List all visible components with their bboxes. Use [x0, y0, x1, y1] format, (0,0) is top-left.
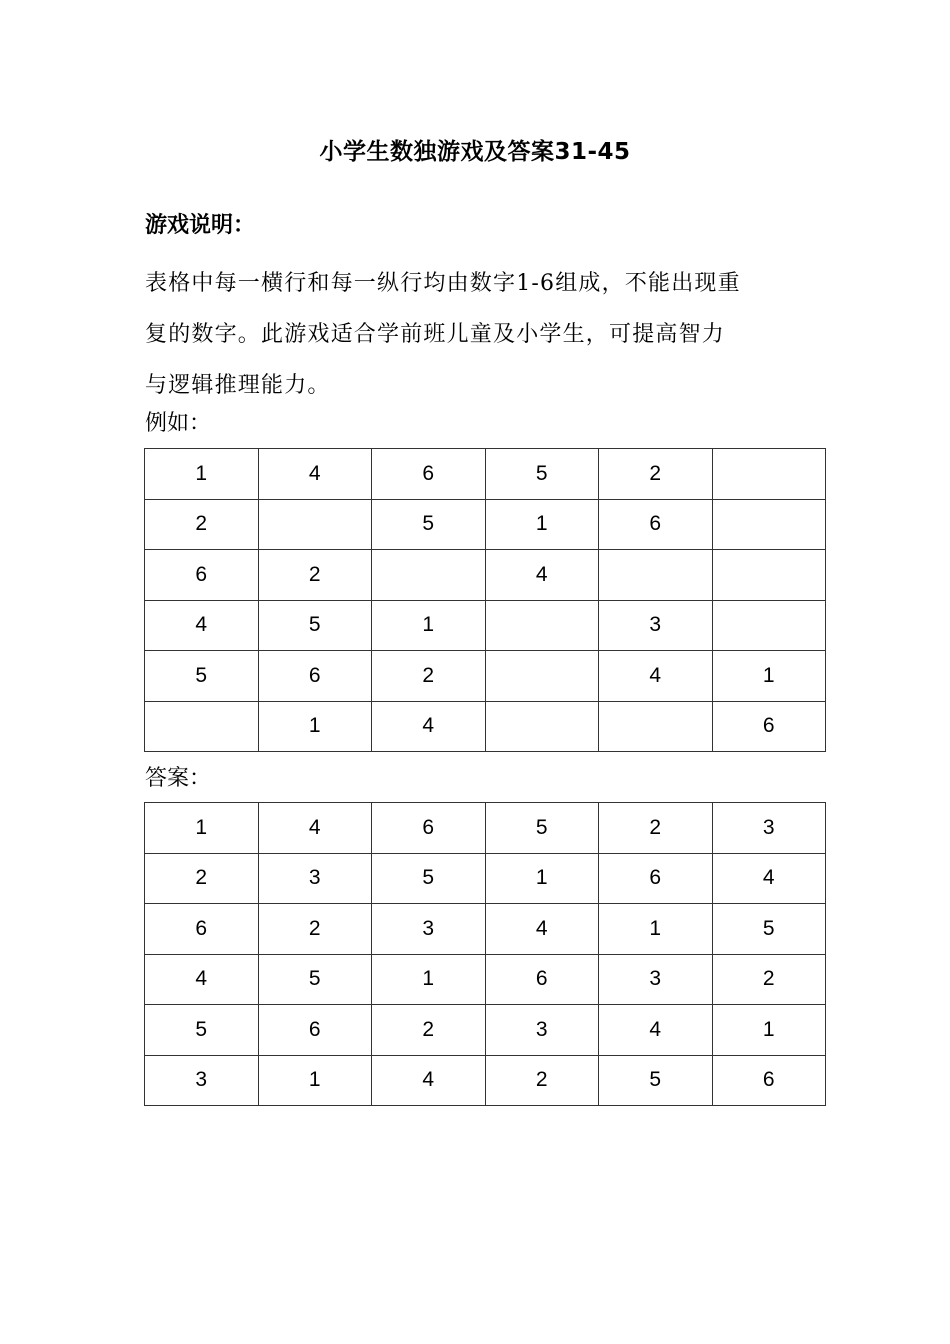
grid-cell: 6 [485, 954, 599, 1005]
grid-cell: 6 [599, 853, 713, 904]
grid-cell: 5 [599, 1055, 713, 1106]
grid-cell: 4 [372, 701, 486, 752]
grid-cell: 4 [712, 853, 826, 904]
grid-cell: 6 [712, 1055, 826, 1106]
grid-cell: 5 [485, 803, 599, 854]
grid-cell: 6 [258, 651, 372, 702]
grid-cell: 4 [372, 1055, 486, 1106]
grid-cell: 3 [599, 600, 713, 651]
grid-cell: 5 [485, 449, 599, 500]
grid-cell [258, 499, 372, 550]
grid-cell: 2 [258, 904, 372, 955]
grid-cell: 3 [258, 853, 372, 904]
grid-cell: 6 [599, 499, 713, 550]
grid-cell: 5 [145, 1005, 259, 1056]
grid-cell: 1 [258, 1055, 372, 1106]
grid-cell: 4 [258, 449, 372, 500]
grid-cell: 6 [258, 1005, 372, 1056]
grid-cell: 3 [145, 1055, 259, 1106]
grid-cell: 5 [145, 651, 259, 702]
grid-cell [485, 600, 599, 651]
grid-cell: 1 [599, 904, 713, 955]
grid-cell: 3 [599, 954, 713, 1005]
grid-cell: 3 [712, 803, 826, 854]
grid-cell [145, 701, 259, 752]
example-sudoku-grid [144, 448, 826, 752]
grid-cell: 1 [258, 701, 372, 752]
grid-cell [712, 550, 826, 601]
grid-cell: 3 [485, 1005, 599, 1056]
grid-cell: 1 [485, 499, 599, 550]
grid-cell: 1 [145, 803, 259, 854]
page-title: 小学生数独游戏及答案31-45 [319, 139, 631, 165]
instructions-line: 表格中每一横行和每一纵行均由数字1-6组成，不能出现重 [145, 271, 741, 296]
grid-cell: 5 [258, 600, 372, 651]
grid-row [145, 1055, 826, 1106]
grid-cell: 5 [372, 853, 486, 904]
grid-row [145, 499, 826, 550]
grid-cell: 4 [145, 600, 259, 651]
grid-cell: 2 [145, 853, 259, 904]
grid-cell [599, 701, 713, 752]
grid-cell: 1 [712, 651, 826, 702]
section-heading: 游戏说明： [145, 213, 256, 238]
grid-cell: 1 [485, 853, 599, 904]
grid-cell: 2 [258, 550, 372, 601]
answer-label: 答案： [145, 766, 212, 791]
grid-cell: 3 [372, 904, 486, 955]
grid-row [145, 954, 826, 1005]
grid-cell: 4 [599, 651, 713, 702]
grid-cell: 4 [485, 904, 599, 955]
instructions-paragraph [145, 258, 815, 411]
grid-cell: 6 [372, 449, 486, 500]
grid-cell [712, 449, 826, 500]
grid-cell: 1 [372, 954, 486, 1005]
instructions-line: 与逻辑推理能力。 [145, 373, 331, 398]
grid-cell: 2 [372, 1005, 486, 1056]
grid-cell [485, 651, 599, 702]
grid-cell: 5 [372, 499, 486, 550]
grid-cell: 1 [372, 600, 486, 651]
grid-cell: 2 [145, 499, 259, 550]
grid-cell: 1 [145, 449, 259, 500]
grid-cell: 4 [485, 550, 599, 601]
grid-row [145, 853, 826, 904]
grid-cell: 4 [145, 954, 259, 1005]
grid-cell: 4 [258, 803, 372, 854]
grid-cell: 2 [372, 651, 486, 702]
grid-cell: 5 [712, 904, 826, 955]
grid-cell [712, 499, 826, 550]
example-label: 例如： [145, 411, 212, 436]
grid-cell: 6 [145, 904, 259, 955]
grid-row [145, 904, 826, 955]
grid-row [145, 600, 826, 651]
grid-row [145, 550, 826, 601]
grid-cell: 5 [258, 954, 372, 1005]
grid-cell: 2 [599, 803, 713, 854]
grid-row [145, 449, 826, 500]
grid-cell: 6 [145, 550, 259, 601]
grid-cell: 2 [485, 1055, 599, 1106]
grid-cell: 6 [372, 803, 486, 854]
instructions-line: 复的数字。此游戏适合学前班儿童及小学生，可提高智力 [145, 322, 726, 347]
grid-cell: 4 [599, 1005, 713, 1056]
grid-cell: 1 [712, 1005, 826, 1056]
grid-cell [372, 550, 486, 601]
grid-row [145, 1005, 826, 1056]
grid-cell [712, 600, 826, 651]
grid-cell: 6 [712, 701, 826, 752]
grid-cell [599, 550, 713, 601]
answer-sudoku-grid [144, 802, 826, 1106]
grid-cell: 2 [712, 954, 826, 1005]
grid-row [145, 701, 826, 752]
grid-cell: 2 [599, 449, 713, 500]
grid-row [145, 803, 826, 854]
grid-cell [485, 701, 599, 752]
grid-row [145, 651, 826, 702]
